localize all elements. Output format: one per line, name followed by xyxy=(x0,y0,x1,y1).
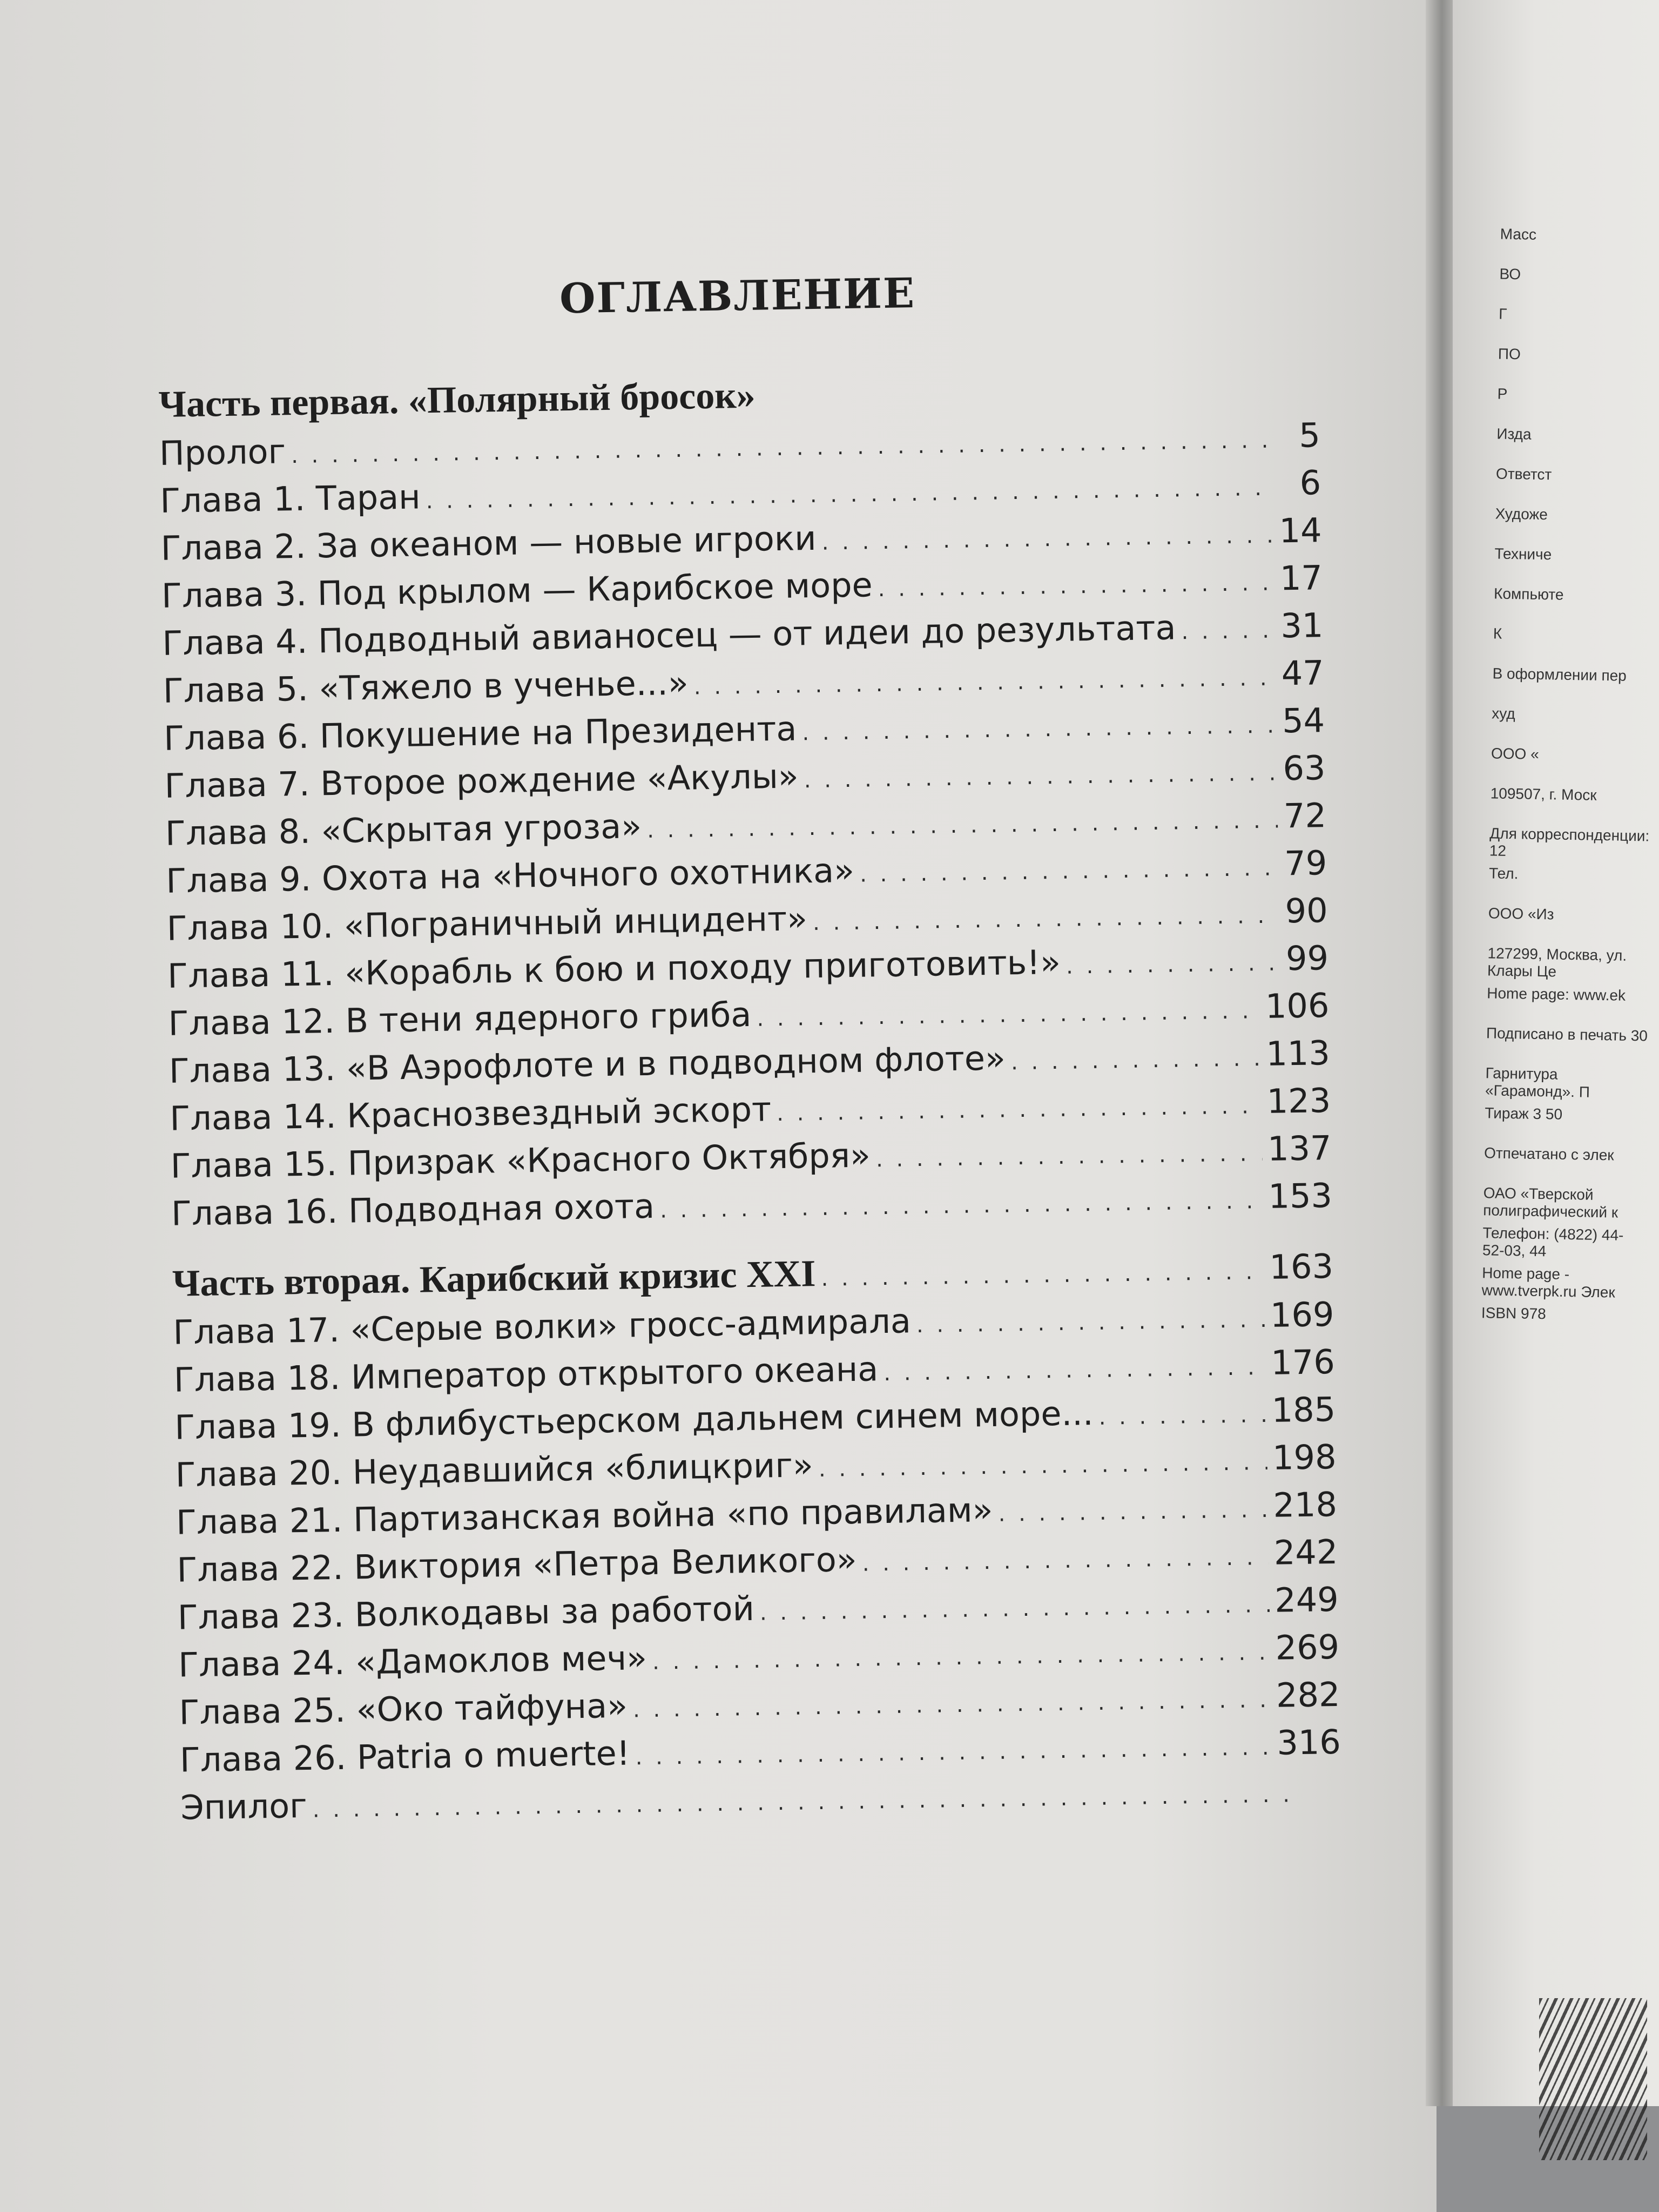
imprint-line: 127299, Москва, ул. Клары Це xyxy=(1487,945,1627,980)
imprint-line: худ xyxy=(1492,705,1516,723)
imprint-line: ISBN 978 xyxy=(1481,1304,1547,1323)
toc-entry-page: 6 xyxy=(1299,463,1321,503)
toc-entry-page: 123 xyxy=(1266,1081,1331,1121)
toc-entry-page: 316 xyxy=(1276,1722,1341,1763)
imprint-line: Масс xyxy=(1500,225,1537,243)
toc-entry-label: Глава 18. Император открытого океана xyxy=(173,1349,879,1400)
imprint-line: ПО xyxy=(1498,345,1521,363)
toc-entry-label: Глава 25. «Око тайфуна» xyxy=(179,1685,628,1732)
part-two-page: 163 xyxy=(1269,1246,1334,1287)
imprint-line: Тел. xyxy=(1488,865,1519,882)
dot-leader xyxy=(862,1534,1269,1588)
toc-entry-page: 137 xyxy=(1267,1128,1332,1169)
dot-leader xyxy=(859,845,1279,899)
toc-entry-label: Глава 8. «Скрытая угроза» xyxy=(165,806,642,853)
imprint-line: Home page: www.ek xyxy=(1487,984,1626,1004)
toc-entry-page: 113 xyxy=(1265,1033,1331,1074)
toc-entry-page: 99 xyxy=(1285,938,1329,979)
toc-entry-label: Глава 4. Подводный авианосец — от идеи до результата xyxy=(161,608,1176,663)
toc-entry-page: 282 xyxy=(1276,1674,1340,1715)
imprint-line: Художе xyxy=(1495,505,1548,523)
toc-entry-label: Глава 5. «Тяжело в ученье...» xyxy=(163,663,689,711)
dot-leader xyxy=(821,1247,1265,1304)
imprint-line: Для корреспонденции: 12 xyxy=(1489,825,1650,859)
dot-leader xyxy=(1065,939,1280,990)
barcode-icon xyxy=(1539,1998,1647,2160)
imprint-line: Отпечатано с элек xyxy=(1483,1144,1614,1164)
imprint-line: К xyxy=(1493,625,1502,642)
imprint-line: В оформлении пер xyxy=(1492,665,1627,684)
dot-leader xyxy=(659,1177,1263,1235)
part-one-list xyxy=(159,412,1332,1238)
imprint-line: Компьюте xyxy=(1493,585,1564,603)
toc-entry-label: Глава 1. Таран xyxy=(159,477,421,521)
imprint-line: Гарнитура «Гарамонд». П xyxy=(1485,1064,1590,1101)
toc-entry-label: Глава 7. Второе рождение «Акулы» xyxy=(164,756,799,806)
toc-entry-label: Глава 16. Подводная охота xyxy=(171,1186,655,1233)
toc-entry-page: 17 xyxy=(1279,558,1323,598)
imprint-line: Ответст xyxy=(1495,465,1552,483)
toc-entry-label: Глава 10. «Пограничный инцидент» xyxy=(166,899,808,948)
dot-leader xyxy=(759,1581,1270,1637)
toc-entry-label: Глава 11. «Корабль к бою и походу приготовить!» xyxy=(167,942,1061,996)
part-two-title: Часть вторая. Карибский кризис XXI xyxy=(172,1253,816,1305)
toc-entry-page: 269 xyxy=(1275,1627,1340,1668)
toc-entry-page: 31 xyxy=(1280,605,1324,646)
toc-entry-page: 242 xyxy=(1273,1532,1338,1573)
toc-entry-page: 54 xyxy=(1282,700,1325,741)
toc-entry-page: 47 xyxy=(1281,653,1325,693)
dot-leader xyxy=(821,512,1273,567)
toc-entry-page: 90 xyxy=(1285,891,1328,931)
imprint-line: ООО «Из xyxy=(1488,905,1554,923)
dot-leader xyxy=(757,987,1260,1043)
dot-leader xyxy=(1181,607,1275,656)
toc-title: ОГЛАВЛЕНИЕ xyxy=(559,268,916,323)
toc-entry-label: Глава 26. Patria o muerte! xyxy=(179,1733,631,1780)
toc-entry-label: Глава 14. Краснозвездный эскорт xyxy=(169,1089,772,1138)
table-of-contents xyxy=(157,262,1342,1831)
imprint-line: Телефон: (4822) 44-52-03, 44 xyxy=(1482,1224,1624,1260)
toc-entry-label: Глава 9. Охота на «Ночного охотника» xyxy=(165,850,855,901)
dot-leader xyxy=(884,1344,1266,1397)
toc-entry-label: Глава 3. Под крылом — Карибское море xyxy=(161,565,873,616)
toc-entry-page: 72 xyxy=(1283,795,1327,836)
dot-leader xyxy=(693,655,1276,711)
dot-leader xyxy=(1010,1035,1261,1086)
toc-entry-label: Глава 6. Покушение на Президента xyxy=(163,709,797,758)
toc-entry-label: Эпилог xyxy=(180,1785,308,1827)
toc-entry-label: Глава 2. За океаном — новые игроки xyxy=(160,518,817,568)
imprint-line: Г xyxy=(1498,305,1507,322)
toc-entry-label: Глава 15. Призрак «Красного Октября» xyxy=(170,1135,871,1186)
toc-entry-page: 79 xyxy=(1284,843,1327,884)
dot-leader xyxy=(818,1439,1267,1493)
toc-entry-page: 5 xyxy=(1298,415,1321,455)
toc-entry-page: 169 xyxy=(1270,1294,1334,1335)
imprint-line: Изда xyxy=(1496,425,1532,443)
imprint-line: Р xyxy=(1497,385,1508,402)
part-two-list xyxy=(173,1291,1342,1832)
toc-entry-page: 218 xyxy=(1272,1484,1338,1525)
toc-entry-page: 185 xyxy=(1271,1389,1336,1430)
dot-leader xyxy=(1098,1391,1267,1441)
toc-entry-page: 106 xyxy=(1265,986,1330,1026)
toc-entry-label: Глава 12. В тени ядерного гриба xyxy=(168,994,752,1043)
part-one-title: Часть первая. «Полярный бросок» xyxy=(158,374,756,426)
dot-leader xyxy=(878,559,1274,613)
toc-entry-label: Глава 17. «Серые волки» гросс-адмирала xyxy=(173,1301,912,1352)
toc-entry-page: 176 xyxy=(1270,1341,1336,1382)
toc-entry-page: 63 xyxy=(1282,748,1326,788)
dot-leader xyxy=(916,1296,1265,1349)
imprint-page xyxy=(1481,226,1659,1347)
toc-entry-label: Глава 24. «Дамоклов меч» xyxy=(178,1638,648,1685)
imprint-line: Тираж 3 50 xyxy=(1485,1104,1563,1123)
imprint-line: Подписано в печать 30 xyxy=(1486,1024,1648,1044)
toc-entry-label: Пролог xyxy=(159,431,286,473)
imprint-line: ВО xyxy=(1499,265,1521,283)
toc-entry-label: Глава 20. Неудавшийся «блицкриг» xyxy=(175,1445,814,1495)
toc-entry-page: 14 xyxy=(1279,510,1323,551)
imprint-line: 109507, г. Моск xyxy=(1490,785,1597,804)
toc-entry-label: Глава 23. Волкодавы за работой xyxy=(177,1588,755,1637)
imprint-line: ОАО «Тверской полиграфический к xyxy=(1483,1184,1618,1221)
imprint-line: Home page - www.tverpk.ru Элек xyxy=(1481,1264,1615,1301)
toc-entry-label: Глава 13. «В Аэрофлоте и в подводном флоте» xyxy=(168,1038,1006,1091)
toc-entry-page: 249 xyxy=(1274,1579,1339,1620)
toc-entry-page xyxy=(1298,1801,1341,1802)
imprint-line: ООО « xyxy=(1491,745,1540,763)
imprint-line: Техниче xyxy=(1494,545,1552,563)
toc-entry-label: Глава 22. Виктория «Петра Великого» xyxy=(176,1539,858,1590)
dot-leader xyxy=(802,702,1277,757)
toc-entry-label: Глава 19. В флибустьерском дальнем синем море... xyxy=(174,1393,1094,1447)
dot-leader xyxy=(875,1130,1263,1183)
toc-entry-page: 153 xyxy=(1267,1176,1333,1216)
dot-leader xyxy=(998,1486,1268,1538)
dot-leader xyxy=(804,750,1277,805)
toc-entry-page: 198 xyxy=(1272,1437,1337,1478)
toc-entry-label: Глава 21. Партизанская война «по правилам» xyxy=(176,1489,994,1542)
dot-leader xyxy=(777,1082,1262,1137)
